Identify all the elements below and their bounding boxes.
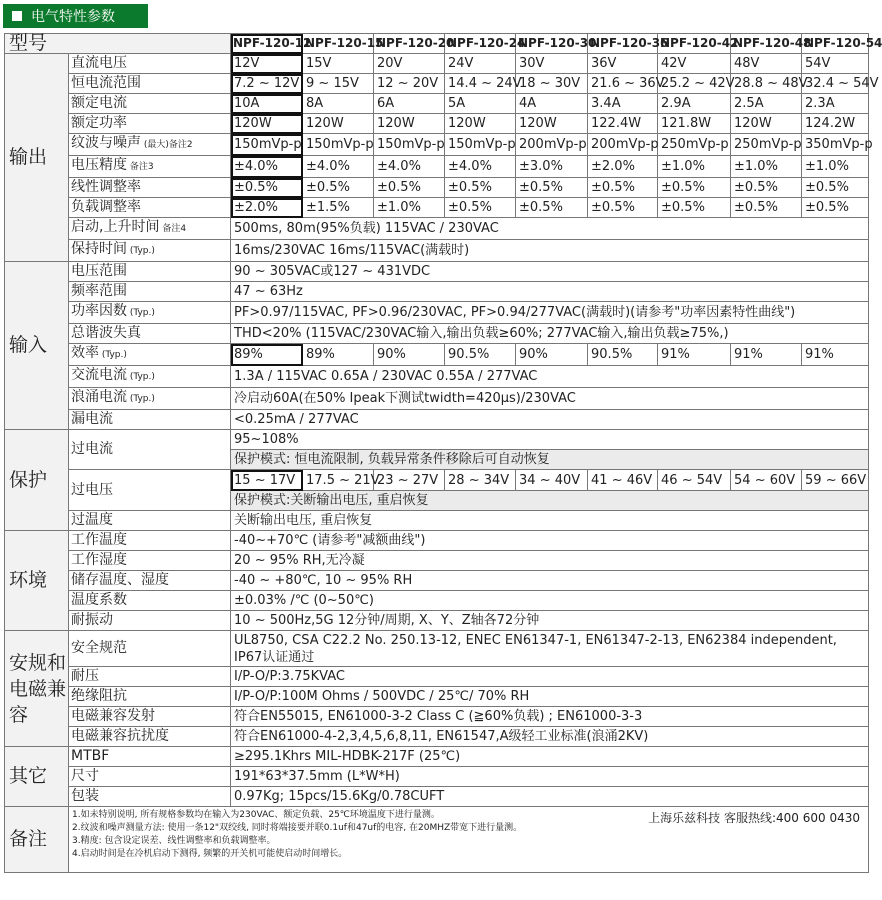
table-row (5, 531, 869, 551)
spec-value: ±1.0% (731, 156, 802, 178)
spec-value: 42V (658, 54, 731, 74)
row-label: 尺寸 (69, 767, 231, 787)
row-label: 过电压 (69, 470, 231, 511)
spec-value: 1.3A / 115VAC 0.65A / 230VAC 0.55A / 277VAC (231, 366, 869, 388)
category-safety: 安规和电磁兼容 (5, 631, 69, 747)
label-note: (最大)备注2 (141, 140, 193, 150)
category-other: 其它 (5, 747, 69, 807)
spec-value: 120W (303, 114, 374, 134)
spec-value: 250mVp-p (731, 134, 802, 156)
spec-value: 90.5% (588, 344, 658, 366)
spec-value: 46 ~ 54V (658, 470, 731, 491)
row-label: 纹波与噪声 (最大)备注2 (69, 134, 231, 156)
row-label: 电磁兼容抗扰度 (69, 727, 231, 747)
spec-value: 89% (303, 344, 374, 366)
table-row (5, 611, 869, 631)
category-input: 输入 (5, 262, 69, 430)
row-label: 效率 (Typ.) (69, 344, 231, 366)
row-label: 额定电流 (69, 94, 231, 114)
spec-value: 12 ~ 20V (374, 74, 445, 94)
row-label: 线性调整率 (69, 178, 231, 198)
spec-value: 15 ~ 17V (231, 470, 303, 491)
spec-value: I/P-O/P:3.75KVAC (231, 667, 869, 687)
spec-value: 150mVp-p (303, 134, 374, 156)
spec-value: 90% (374, 344, 445, 366)
spec-value: ±0.5% (374, 178, 445, 198)
spec-value: ±1.0% (374, 198, 445, 218)
note-line: 4.启动时间是在冷机启动下测得, 频繁的开关机可能使启动时间增长。 (72, 849, 348, 859)
spec-value: ±4.0% (374, 156, 445, 178)
label-note: (Typ.) (99, 350, 127, 360)
row-label: 温度系数 (69, 591, 231, 611)
table-row (5, 178, 869, 198)
spec-value: -40~+70℃ (请参考"减额曲线") (231, 531, 869, 551)
table-row (5, 302, 869, 324)
spec-value: 5A (445, 94, 516, 114)
spec-value: ±0.5% (731, 178, 802, 198)
spec-value: UL8750, CSA C22.2 No. 250.13-12, ENEC EN61347-1, EN61347-2-13, EN62384 independent, IP67认证通过 (231, 631, 869, 667)
spec-value: 124.2W (802, 114, 869, 134)
table-row (5, 34, 869, 54)
section-header (3, 4, 148, 28)
spec-value: 2.3A (802, 94, 869, 114)
model-name: NPF-120-12 (231, 34, 303, 54)
model-name: NPF-120-30 (516, 34, 588, 54)
spec-value: 34 ~ 40V (516, 470, 588, 491)
category-notes: 备注 (5, 807, 69, 873)
table-row (5, 74, 869, 94)
spec-value: ±0.03% /℃ (0~50℃) (231, 591, 869, 611)
table-row (5, 344, 869, 366)
spec-value: ±4.0% (231, 156, 303, 178)
row-label: 耐振动 (69, 611, 231, 631)
spec-value: 2.9A (658, 94, 731, 114)
spec-value: 350mVp-p (802, 134, 869, 156)
table-row (5, 470, 869, 491)
note-line: 2.纹波和噪声测量方法: 使用一条12"双绞线, 同时将端接要并联0.1uf和47uf的电容, 在20MHZ带宽下进行量测。 (72, 823, 523, 833)
spec-value: 90 ~ 305VAC或127 ~ 431VDC (231, 262, 869, 282)
label-note: (Typ.) (127, 372, 155, 382)
spec-value: 0.97Kg; 15pcs/15.6Kg/0.78CUFT (231, 787, 869, 807)
category-output: 输出 (5, 54, 69, 262)
spec-value: ±0.5% (303, 178, 374, 198)
spec-value: 12V (231, 54, 303, 74)
spec-value: ±1.0% (802, 156, 869, 178)
spec-value: 15V (303, 54, 374, 74)
spec-value: THD<20% (115VAC/230VAC输入,输出负载≥60%; 277VAC输入,输出负载≥75%,) (231, 324, 869, 344)
spec-value: 89% (231, 344, 303, 366)
spec-value: ±0.5% (588, 198, 658, 218)
notes-cell (69, 807, 869, 873)
table-row (5, 591, 869, 611)
table-row (5, 324, 869, 344)
table-row (5, 667, 869, 687)
row-label: 安全规范 (69, 631, 231, 667)
spec-value: 54V (802, 54, 869, 74)
row-label: 绝缘阻抗 (69, 687, 231, 707)
spec-value: 17.5 ~ 21V (303, 470, 374, 491)
row-label: 保持时间 (Typ.) (69, 240, 231, 262)
category-environment: 环境 (5, 531, 69, 631)
model-name: NPF-120-54 (802, 34, 869, 54)
row-label: 包装 (69, 787, 231, 807)
spec-value: 90% (516, 344, 588, 366)
spec-value: 59 ~ 66V (802, 470, 869, 491)
spec-value: ±1.0% (658, 156, 731, 178)
spec-value: ±4.0% (303, 156, 374, 178)
label-note: 备注4 (159, 224, 187, 234)
spec-value: 120W (374, 114, 445, 134)
spec-value: 121.8W (658, 114, 731, 134)
row-label: 功率因数 (Typ.) (69, 302, 231, 324)
spec-value: 20 ~ 95% RH,无冷凝 (231, 551, 869, 571)
model-name: NPF-120-48 (731, 34, 802, 54)
spec-value: 91% (802, 344, 869, 366)
model-label: 型号 (5, 34, 231, 54)
row-label: 浪涌电流 (Typ.) (69, 388, 231, 410)
table-row (5, 94, 869, 114)
row-label: 工作湿度 (69, 551, 231, 571)
table-row (5, 218, 869, 240)
table-row (5, 198, 869, 218)
spec-value: 95~108% (231, 430, 869, 450)
spec-value: ±0.5% (731, 198, 802, 218)
spec-value: 3.4A (588, 94, 658, 114)
spec-value: 9 ~ 15V (303, 74, 374, 94)
table-row (5, 571, 869, 591)
spec-value: 20V (374, 54, 445, 74)
spec-value: 120W (516, 114, 588, 134)
spec-value: 28 ~ 34V (445, 470, 516, 491)
label-note: 备注3 (127, 162, 154, 172)
table-row (5, 807, 869, 873)
spec-value: 120W (445, 114, 516, 134)
spec-value: 36V (588, 54, 658, 74)
spec-value: 90.5% (445, 344, 516, 366)
row-label: 恒电流范围 (69, 74, 231, 94)
spec-value: ±0.5% (658, 178, 731, 198)
spec-value: ±0.5% (445, 178, 516, 198)
note-line: 1.如未特别说明, 所有规格参数均在输入为230VAC、额定负载、25℃环境温度下进行量测。 (72, 810, 440, 820)
table-row (5, 114, 869, 134)
label-note: (Typ.) (127, 246, 155, 256)
spec-value: ±0.5% (231, 178, 303, 198)
model-name: NPF-120-42 (658, 34, 731, 54)
spec-value: PF>0.97/115VAC, PF>0.96/230VAC, PF>0.94/277VAC(满载时)(请参考"功率因素特性曲线") (231, 302, 869, 324)
spec-value: 91% (731, 344, 802, 366)
spec-value: 符合EN61000-4-2,3,4,5,6,8,11, EN61547,A级轻工业标准(浪涌2KV) (231, 727, 869, 747)
spec-value: 150mVp-p (231, 134, 303, 156)
spec-value: ±2.0% (231, 198, 303, 218)
spec-value: <0.25mA / 277VAC (231, 410, 869, 430)
table-row (5, 430, 869, 450)
table-row (5, 511, 869, 531)
category-protection: 保护 (5, 430, 69, 531)
spec-value: 7.2 ~ 12V (231, 74, 303, 94)
spec-value: 30V (516, 54, 588, 74)
spec-value: 10 ~ 500Hz,5G 12分钟/周期, X、Y、Z轴各72分钟 (231, 611, 869, 631)
row-label: 负载调整率 (69, 198, 231, 218)
row-label: 交流电流 (Typ.) (69, 366, 231, 388)
spec-value: ±0.5% (658, 198, 731, 218)
spec-value: 2.5A (731, 94, 802, 114)
table-row (5, 134, 869, 156)
table-row (5, 707, 869, 727)
row-label: 过电流 (69, 430, 231, 470)
spec-value: ±0.5% (802, 178, 869, 198)
row-label: 储存温度、湿度 (69, 571, 231, 591)
spec-value: 122.4W (588, 114, 658, 134)
spec-value: 关断输出电压, 重启恢复 (231, 511, 869, 531)
table-row (5, 410, 869, 430)
row-label: 额定功率 (69, 114, 231, 134)
spec-value: ±0.5% (802, 198, 869, 218)
table-row (5, 551, 869, 571)
spec-value: 200mVp-p (516, 134, 588, 156)
table-row (5, 727, 869, 747)
square-icon (12, 11, 22, 21)
spec-value: 冷启动60A(在50% Ipeak下测试twidth=420μs)/230VAC (231, 388, 869, 410)
model-name: NPF-120-36 (588, 34, 658, 54)
spec-value: 54 ~ 60V (731, 470, 802, 491)
spec-value: ±1.5% (303, 198, 374, 218)
spec-value: 150mVp-p (374, 134, 445, 156)
table-row (5, 687, 869, 707)
spec-value: 47 ~ 63Hz (231, 282, 869, 302)
row-label: 电压范围 (69, 262, 231, 282)
label-note: (Typ.) (127, 394, 155, 404)
model-name: NPF-120-24 (445, 34, 516, 54)
row-label: 过温度 (69, 511, 231, 531)
spec-value: 24V (445, 54, 516, 74)
section-title: 电气特性参数 (31, 9, 115, 25)
spec-value: 6A (374, 94, 445, 114)
contact-info: 上海乐兹科技 客服热线:400 600 0430 (648, 811, 861, 825)
row-label: 启动,上升时间 备注4 (69, 218, 231, 240)
table-row (5, 282, 869, 302)
spec-value: 18 ~ 30V (516, 74, 588, 94)
spec-value: I/P-O/P:100M Ohms / 500VDC / 25℃/ 70% RH (231, 687, 869, 707)
table-row (5, 767, 869, 787)
spec-value: 23 ~ 27V (374, 470, 445, 491)
spec-value: ±0.5% (445, 198, 516, 218)
spec-value: 250mVp-p (658, 134, 731, 156)
table-row (5, 747, 869, 767)
table-row (5, 787, 869, 807)
spec-value: 10A (231, 94, 303, 114)
spec-value: 保护模式:关断输出电压, 重启恢复 (231, 491, 869, 511)
spec-value: ±4.0% (445, 156, 516, 178)
spec-table (4, 32, 882, 873)
model-name: NPF-120-20 (374, 34, 445, 54)
spec-value: 48V (731, 54, 802, 74)
spec-value: 21.6 ~ 36V (588, 74, 658, 94)
row-label: MTBF (69, 747, 231, 767)
spec-value: 32.4 ~ 54V (802, 74, 869, 94)
label-note: (Typ.) (127, 308, 155, 318)
row-label: 电磁兼容发射 (69, 707, 231, 727)
spec-value: ±0.5% (516, 198, 588, 218)
note-line: 3.精度: 包含设定误差、线性调整率和负载调整率。 (72, 836, 276, 846)
spec-value: 8A (303, 94, 374, 114)
spec-value: 150mVp-p (445, 134, 516, 156)
row-label: 总谐波失真 (69, 324, 231, 344)
spec-value: 符合EN55015, EN61000-3-2 Class C (≧60%负载) ; EN61000-3-3 (231, 707, 869, 727)
spec-value: ±2.0% (588, 156, 658, 178)
table-row (5, 366, 869, 388)
spec-value: 25.2 ~ 42V (658, 74, 731, 94)
spec-value: 4A (516, 94, 588, 114)
spec-value: 191*63*37.5mm (L*W*H) (231, 767, 869, 787)
row-label: 频率范围 (69, 282, 231, 302)
spec-value: 28.8 ~ 48V (731, 74, 802, 94)
table-row (5, 240, 869, 262)
spec-value: 120W (731, 114, 802, 134)
spec-value: 120W (231, 114, 303, 134)
row-label: 工作温度 (69, 531, 231, 551)
model-name: NPF-120-15 (303, 34, 374, 54)
spec-value: 16ms/230VAC 16ms/115VAC(满载时) (231, 240, 869, 262)
row-label: 直流电压 (69, 54, 231, 74)
spec-value: ±0.5% (516, 178, 588, 198)
spec-value: ≥295.1Khrs MIL-HDBK-217F (25℃) (231, 747, 869, 767)
row-label: 电压精度 备注3 (69, 156, 231, 178)
table-row (5, 388, 869, 410)
spec-value: 200mVp-p (588, 134, 658, 156)
row-label: 耐压 (69, 667, 231, 687)
table-row (5, 262, 869, 282)
spec-value: ±3.0% (516, 156, 588, 178)
spec-value: 91% (658, 344, 731, 366)
table-row (5, 631, 869, 667)
table-row (5, 156, 869, 178)
row-label: 漏电流 (69, 410, 231, 430)
table-row (5, 54, 869, 74)
spec-value: 41 ~ 46V (588, 470, 658, 491)
spec-value: ±0.5% (588, 178, 658, 198)
spec-value: 保护模式: 恒电流限制, 负载异常条件移除后可自动恢复 (231, 450, 869, 470)
spec-value: 14.4 ~ 24V (445, 74, 516, 94)
spec-value: -40 ~ +80℃, 10 ~ 95% RH (231, 571, 869, 591)
spec-value: 500ms, 80m(95%负载) 115VAC / 230VAC (231, 218, 869, 240)
